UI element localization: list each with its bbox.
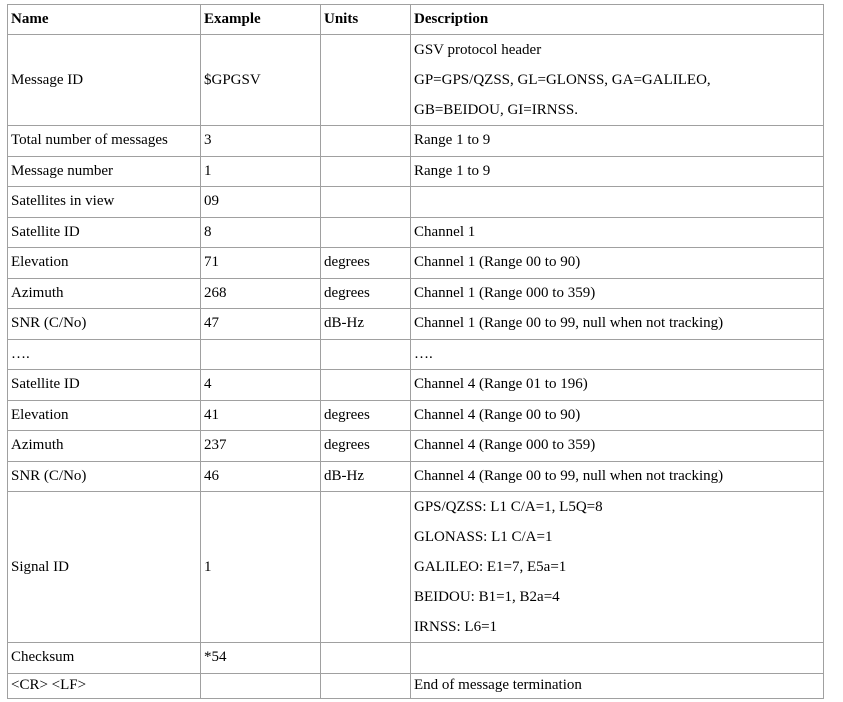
description-line: GPS/QZSS: L1 C/A=1, L5Q=8 — [414, 499, 603, 515]
cell-description: Channel 4 (Range 01 to 196) — [411, 370, 824, 401]
table-row — [8, 673, 824, 698]
gsv-field-table — [7, 4, 824, 699]
table-row — [8, 339, 824, 370]
cell-description: …. — [411, 339, 824, 370]
cell-example: 237 — [201, 431, 321, 462]
cell-example: 1 — [201, 492, 321, 643]
cell-units — [321, 673, 411, 698]
table-row — [8, 492, 824, 643]
cell-example: 3 — [201, 126, 321, 157]
cell-units: degrees — [321, 248, 411, 279]
cell-units: degrees — [321, 278, 411, 309]
cell-description: Channel 1 (Range 00 to 90) — [411, 248, 824, 279]
table-row — [8, 217, 824, 248]
cell-units — [321, 35, 411, 126]
cell-example: 8 — [201, 217, 321, 248]
cell-example: 4 — [201, 370, 321, 401]
cell-name: Satellite ID — [8, 370, 201, 401]
cell-example: *54 — [201, 643, 321, 674]
cell-units — [321, 187, 411, 218]
cell-example: 46 — [201, 461, 321, 492]
cell-description: Channel 4 (Range 000 to 359) — [411, 431, 824, 462]
cell-name: Elevation — [8, 400, 201, 431]
table-body — [8, 35, 824, 699]
description-line: GLONASS: L1 C/A=1 — [414, 529, 553, 545]
cell-units: dB-Hz — [321, 309, 411, 340]
table-row — [8, 643, 824, 674]
cell-example: 1 — [201, 156, 321, 187]
cell-name: Signal ID — [8, 492, 201, 643]
cell-example: 41 — [201, 400, 321, 431]
description-line: GSV protocol header — [414, 42, 542, 58]
cell-units: dB-Hz — [321, 461, 411, 492]
cell-example: 71 — [201, 248, 321, 279]
cell-example — [201, 339, 321, 370]
cell-units — [321, 339, 411, 370]
cell-description: Channel 4 (Range 00 to 90) — [411, 400, 824, 431]
cell-description: Channel 1 — [411, 217, 824, 248]
cell-units: degrees — [321, 431, 411, 462]
cell-description — [411, 35, 824, 126]
table-row — [8, 35, 824, 126]
description-line: GP=GPS/QZSS, GL=GLONSS, GA=GALILEO, — [414, 72, 711, 88]
table-row — [8, 461, 824, 492]
table-row — [8, 156, 824, 187]
cell-name: Satellite ID — [8, 217, 201, 248]
description-line: IRNSS: L6=1 — [414, 619, 498, 635]
cell-description — [411, 187, 824, 218]
cell-example: 09 — [201, 187, 321, 218]
table-row — [8, 248, 824, 279]
header-units: Units — [321, 5, 411, 35]
table-row — [8, 370, 824, 401]
description-line: BEIDOU: B1=1, B2a=4 — [414, 589, 560, 605]
cell-name: Satellites in view — [8, 187, 201, 218]
table-row — [8, 309, 824, 340]
cell-example: 268 — [201, 278, 321, 309]
cell-name: Message ID — [8, 35, 201, 126]
cell-name: Checksum — [8, 643, 201, 674]
cell-name: Message number — [8, 156, 201, 187]
cell-name: …. — [8, 339, 201, 370]
cell-units — [321, 126, 411, 157]
cell-name: Total number of messages — [8, 126, 201, 157]
cell-description — [411, 492, 824, 643]
cell-description: End of message termination — [411, 673, 824, 698]
cell-units — [321, 370, 411, 401]
description-line: GALILEO: E1=7, E5a=1 — [414, 559, 567, 575]
cell-description: Range 1 to 9 — [411, 126, 824, 157]
cell-name: SNR (C/No) — [8, 309, 201, 340]
table-row — [8, 126, 824, 157]
header-description: Description — [411, 5, 824, 35]
cell-description: Channel 1 (Range 00 to 99, null when not tracking) — [411, 309, 824, 340]
header-example: Example — [201, 5, 321, 35]
cell-units — [321, 217, 411, 248]
cell-name: Elevation — [8, 248, 201, 279]
header-row — [8, 5, 824, 35]
table-row — [8, 278, 824, 309]
cell-name: Azimuth — [8, 431, 201, 462]
table-row — [8, 400, 824, 431]
table-row — [8, 187, 824, 218]
cell-name: SNR (C/No) — [8, 461, 201, 492]
cell-description: Channel 1 (Range 000 to 359) — [411, 278, 824, 309]
cell-name: Azimuth — [8, 278, 201, 309]
cell-units: degrees — [321, 400, 411, 431]
cell-example: $GPGSV — [201, 35, 321, 126]
header-name: Name — [8, 5, 201, 35]
cell-description: Channel 4 (Range 00 to 99, null when not tracking) — [411, 461, 824, 492]
description-line: GB=BEIDOU, GI=IRNSS. — [414, 102, 579, 118]
cell-units — [321, 156, 411, 187]
cell-description: Range 1 to 9 — [411, 156, 824, 187]
cell-example — [201, 673, 321, 698]
table-row — [8, 431, 824, 462]
cell-name: <CR> <LF> — [8, 673, 201, 698]
cell-units — [321, 492, 411, 643]
cell-description — [411, 643, 824, 674]
cell-example: 47 — [201, 309, 321, 340]
cell-units — [321, 643, 411, 674]
